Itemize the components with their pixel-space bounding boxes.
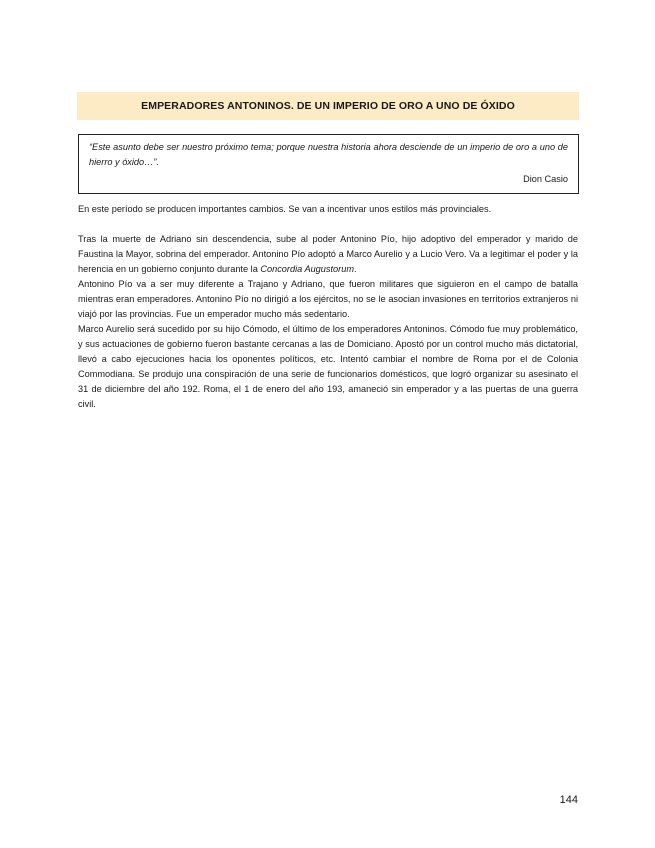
quote-text: “Este asunto debe ser nuestro próximo tema; porque nuestra historia ahora desciende de un imperio de oro a uno de hierro y óxido…”.	[89, 142, 568, 167]
intro-paragraph: En este período se producen importantes cambios. Se van a incentivar unos estilos más provinciales.	[78, 204, 492, 214]
body-text	[78, 202, 578, 412]
page-title: EMPERADORES ANTONINOS. DE UN IMPERIO DE ORO A UNO DE ÓXIDO	[141, 100, 515, 112]
page-number: 144	[559, 794, 578, 806]
quote-box	[78, 134, 579, 194]
title-banner	[77, 92, 579, 120]
paragraph-adriano-text: Tras la muerte de Adriano sin descendencia, sube al poder Antonino Pío, hijo adoptivo del emperador y marido de Faustina la Mayor, sobrina del emperador. Antonino Pío adoptó a Marco Aurelio y a Lucio Vero. Va a legitimar el poder y la herencia en un gobierno conjunto durante la	[78, 234, 578, 274]
concordia-augustorum-term: Concordia Augustorum	[260, 264, 354, 274]
paragraph-marco-aurelio: Marco Aurelio será sucedido por su hijo Cómodo, el último de los emperadores Antoninos. Cómodo fue muy problemático, y sus actuaciones de gobierno fueron bastante cercanas a las de Domiciano. Apostó por un control mucho más dictatorial, llevó a cabo ejecuciones hacia los oponentes políticos, etc. Intentó cambiar el nombre de Roma por el de Colonia Commodiana. Se produjo una conspiración de una serie de funcionarios domésticos, que logró organizar su asesinato el 31 de diciembre del año 192. Roma, el 1 de enero del año 193, amaneció sin emperador y a las puertas de una guerra civil.	[78, 324, 578, 409]
paragraph-antonino-pio: Antonino Pío va a ser muy diferente a Trajano y Adriano, que fueron militares que siguieron en el campo de batalla mientras eran emperadores. Antonino Pío no dirigió a los ejércitos, no se le asocian invasiones en territorios extranjeros ni viajó por las provincias. Fue un emperador mucho más sedentario.	[78, 279, 578, 319]
paragraph-adriano	[78, 232, 578, 277]
quote-author: Dion Casio	[523, 174, 568, 184]
paragraph-adriano-end: .	[353, 264, 357, 274]
